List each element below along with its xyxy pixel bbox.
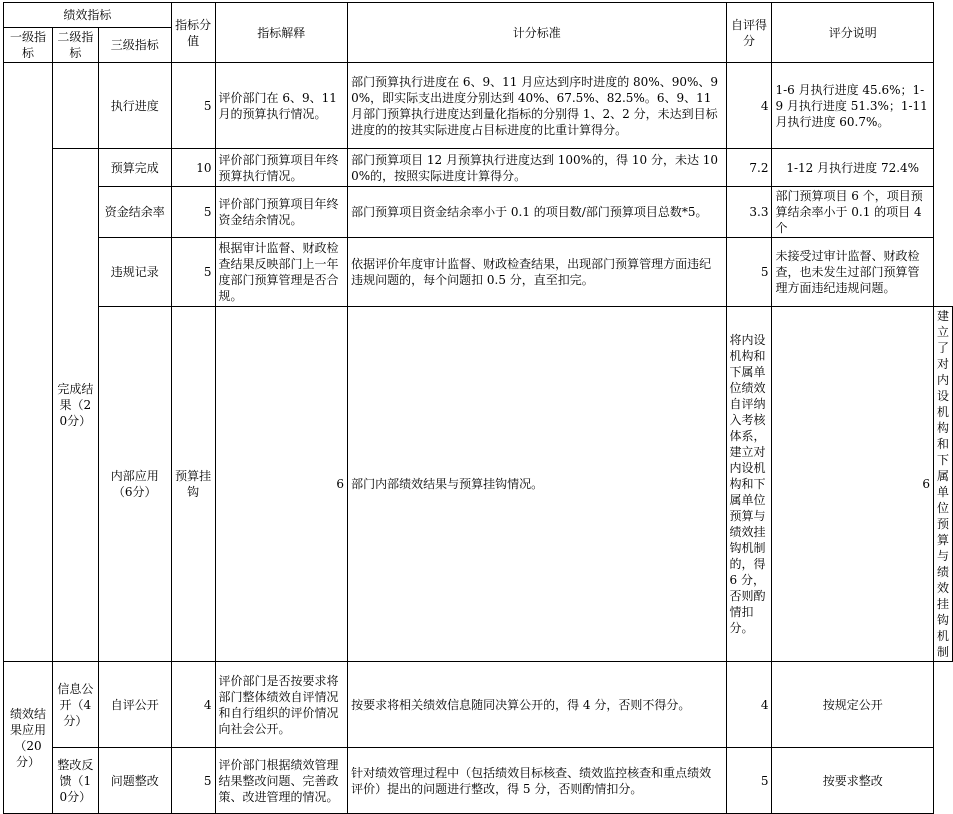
self-score-cell: 5 [726, 238, 772, 307]
header-explanation: 指标解释 [215, 3, 348, 63]
weight-cell: 6 [215, 307, 348, 662]
header-level2: 二级指标 [52, 28, 98, 63]
explanation-cell: 评价部门根据绩效管理结果整改问题、完善政策、改进管理的情况。 [215, 748, 348, 814]
level2-cell: 内部应用（6分） [98, 307, 171, 662]
score-note-cell: 部门预算项目 6 个，项目预算结余率小于 0.1 的项目 4 个 [772, 187, 934, 238]
score-note-cell: 按要求整改 [772, 748, 934, 814]
header-perf-indicator: 绩效指标 [4, 3, 172, 28]
explanation-cell: 部门内部绩效结果与预算挂钩情况。 [348, 307, 726, 662]
standard-cell: 部门预算项目资金结余率小于 0.1 的项目数/部门预算项目总数*5。 [348, 187, 726, 238]
level3-cell: 问题整改 [98, 748, 171, 814]
score-note-cell: 1-12 月执行进度 72.4% [772, 149, 934, 187]
table-row [4, 63, 953, 149]
table-row [4, 307, 953, 662]
level3-cell: 预算完成 [98, 149, 171, 187]
standard-cell: 将内设机构和下属单位绩效自评纳入考核体系，建立对内设机构和下属单位预算与绩效挂钩机制的，得 6 分，否则酌情扣分。 [726, 307, 772, 662]
level1-cell-upper [4, 63, 53, 662]
weight-cell: 4 [171, 662, 215, 748]
level3-cell: 执行进度 [98, 63, 171, 149]
self-score-cell: 5 [726, 748, 772, 814]
self-score-cell: 4 [726, 63, 772, 149]
header-weight: 指标分值 [171, 3, 215, 63]
level2-cell: 信息公开（4分） [52, 662, 98, 748]
explanation-cell: 评价部门是否按要求将部门整体绩效自评情况和自行组织的评价情况向社会公开。 [215, 662, 348, 748]
self-score-cell: 6 [772, 307, 934, 662]
standard-cell: 依据评价年度审计监督、财政检查结果，出现部门预算管理方面违纪违规问题的，每个问题扣 0.5 分，直至扣完。 [348, 238, 726, 307]
weight-cell: 5 [171, 748, 215, 814]
weight-cell: 5 [171, 187, 215, 238]
level3-cell: 自评公开 [98, 662, 171, 748]
standard-cell: 针对绩效管理过程中（包括绩效目标核查、绩效监控核查和重点绩效评价）提出的问题进行整改，得 5 分，否则酌情扣分。 [348, 748, 726, 814]
level2-cell-blank [52, 63, 98, 149]
table-row [4, 187, 953, 238]
header-level1: 一级指标 [4, 28, 53, 63]
score-note-cell: 1-6 月执行进度 45.6%；1-9 月执行进度 51.3%；1-11 月执行进度 60.7%。 [772, 63, 934, 149]
header-level3: 三级指标 [98, 28, 171, 63]
table-row [4, 149, 953, 187]
weight-cell: 5 [171, 63, 215, 149]
self-score-cell: 3.3 [726, 187, 772, 238]
explanation-cell: 根据审计监督、财政检查结果反映部门上一年度部门预算管理是否合规。 [215, 238, 348, 307]
explanation-cell: 评价部门预算项目年终资金结余情况。 [215, 187, 348, 238]
standard-cell: 部门预算项目 12 月预算执行进度达到 100%的，得 10 分，未达 100%的，按照实际进度计算得分。 [348, 149, 726, 187]
score-note-cell: 建立了对内设机构和下属单位预算与绩效挂钩机制 [933, 307, 952, 662]
weight-cell: 10 [171, 149, 215, 187]
standard-cell: 按要求将相关绩效信息随同决算公开的，得 4 分，否则不得分。 [348, 662, 726, 748]
level3-cell: 预算挂钩 [171, 307, 215, 662]
level2-cell: 完成结果（20分） [52, 149, 98, 662]
evaluation-table [3, 2, 953, 814]
level1-cell: 绩效结果应用（20分） [4, 662, 53, 814]
score-note-cell: 未接受过审计监督、财政检查，也未发生过部门预算管理方面违纪违规问题。 [772, 238, 934, 307]
table-row [4, 662, 953, 748]
self-score-cell: 7.2 [726, 149, 772, 187]
level2-cell: 整改反馈（10分） [52, 748, 98, 814]
level3-cell: 资金结余率 [98, 187, 171, 238]
level3-cell: 违规记录 [98, 238, 171, 307]
weight-cell: 5 [171, 238, 215, 307]
self-score-cell: 4 [726, 662, 772, 748]
header-standard: 计分标准 [348, 3, 726, 63]
table-row [4, 238, 953, 307]
table-row [4, 748, 953, 814]
explanation-cell: 评价部门在 6、9、11 月的预算执行情况。 [215, 63, 348, 149]
score-note-cell: 按规定公开 [772, 662, 934, 748]
header-self-score: 自评得分 [726, 3, 772, 63]
header-score-note: 评分说明 [772, 3, 934, 63]
standard-cell: 部门预算执行进度在 6、9、11 月应达到序时进度的 80%、90%、90%，即实际支出进度分别达到 40%、67.5%、82.5%。6、9、11 月部门预算执行进度达到量化指标的分别得 1、2、2 分，未达到目标进度的的按其实际进度占目标进度的比重计算得分。 [348, 63, 726, 149]
explanation-cell: 评价部门预算项目年终预算执行情况。 [215, 149, 348, 187]
